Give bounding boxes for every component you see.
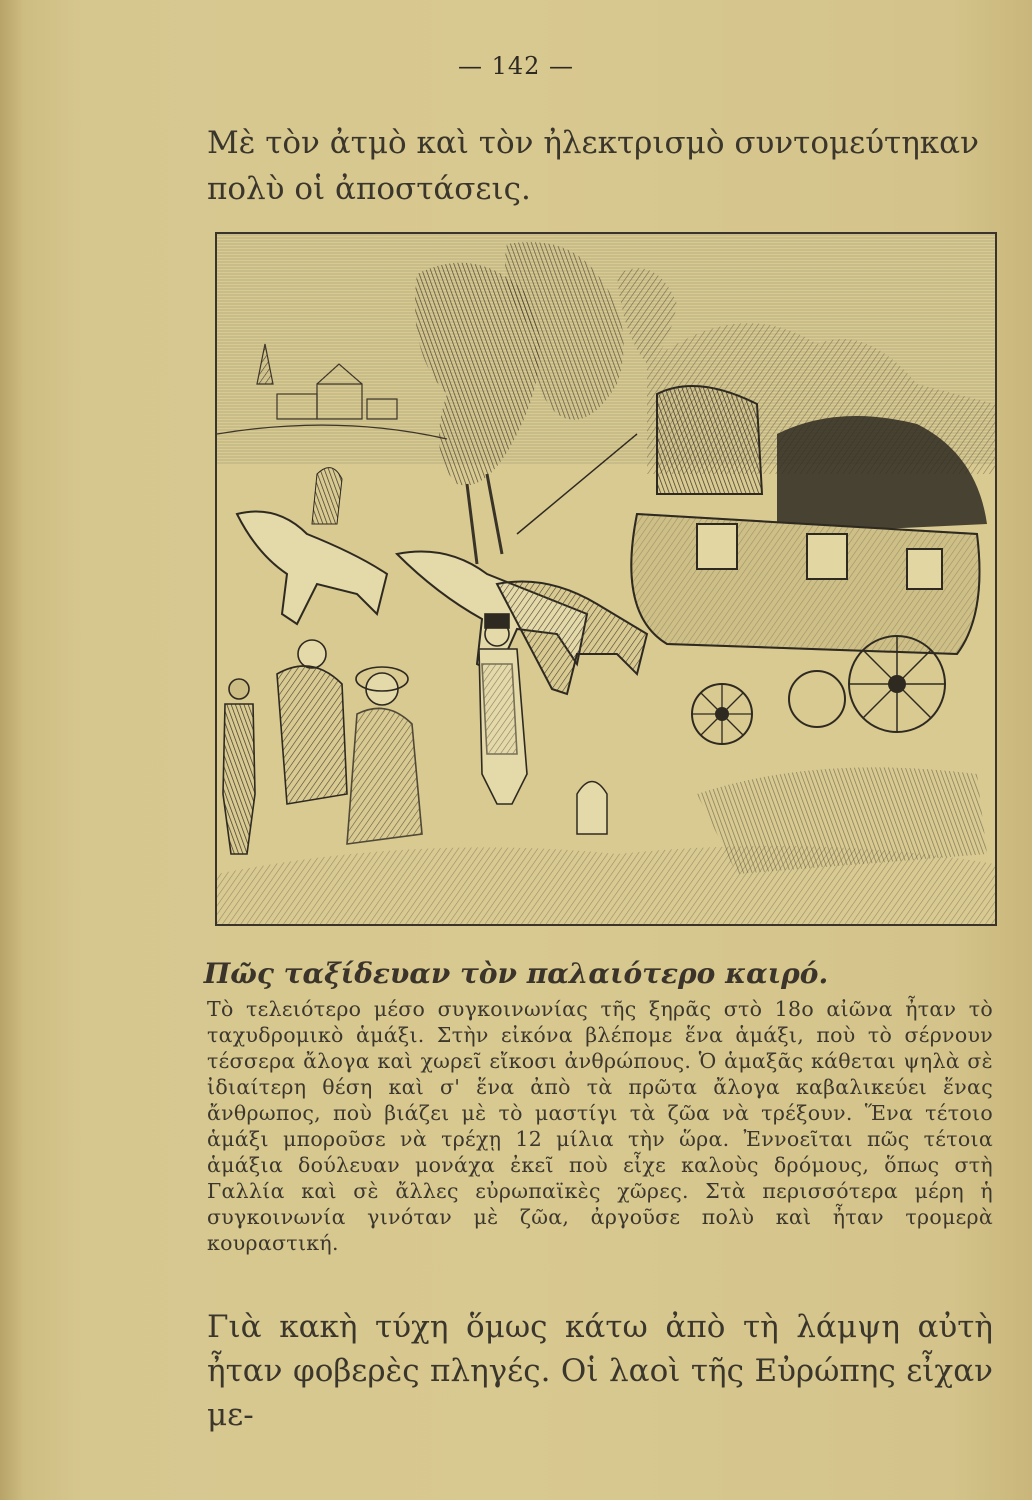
page-number: — 142 — (457, 52, 575, 80)
figure-caption: Πῶς ταξίδευαν τὸν παλαιότερο καιρό. (203, 957, 829, 990)
page-edge-shadow (0, 0, 24, 1500)
intro-paragraph: Μὲ τὸν ἀτμὸ καὶ τὸν ἠλεκτρισμὸ συντομεύτηκαν πολὺ οἱ ἀποστάσεις. (207, 125, 979, 207)
body-paragraph: Τὸ τελειότερο μέσο συγκοινωνίας τῆς ξηρᾶς στὸ 18ο αἰῶνα ἦταν τὸ ταχυδρομικὸ ἁμάξι. Στὴν εἰκόνα βλέπομε ἕνα ἁμάξι, ποὺ τὸ σέρνουν τέσσερα ἄλογα καὶ χωρεῖ εἴκοσι ἀνθρώπους. Ὁ ἁμαξᾶς κάθεται ψηλὰ σὲ ἰδιαίτερη θέση καὶ σ' ἕνα ἀπὸ τὰ πρῶτα ἄλογα καβαλικεύει ἕνας ἄνθρωπος, ποὺ βιάζει μὲ τὸ μαστίγι τὰ ζῶα νὰ τρέξουν. Ἕνα τέτοιο ἁμάξι μποροῦσε νὰ τρέχῃ 12 μίλια τὴν ὥρα. Ἐννοεῖται πῶς τέτοια ἁμάξια δούλευαν μονάχα ἐκεῖ ποὺ εἶχε καλοὺς δρόμους, ὅπως στὴ Γαλλία καὶ σὲ ἄλλες εὐρωπαϊκὲς χῶρες. Στὰ περισσότερα μέρη ἡ συγκοινωνία γινόταν μὲ ζῶα, ἀργοῦσε πολὺ καὶ ἦταν τρομερὰ κουραστική. (207, 997, 993, 1255)
stagecoach-illustration (215, 232, 997, 926)
closing-paragraph: Γιὰ κακὴ τύχη ὅμως κάτω ἀπὸ τὴ λάμψη αὐτὴ ἦταν φοβερὲς πληγές. Οἱ λαοὶ τῆς Εὐρώπης εἶχαν με- (207, 1309, 993, 1433)
